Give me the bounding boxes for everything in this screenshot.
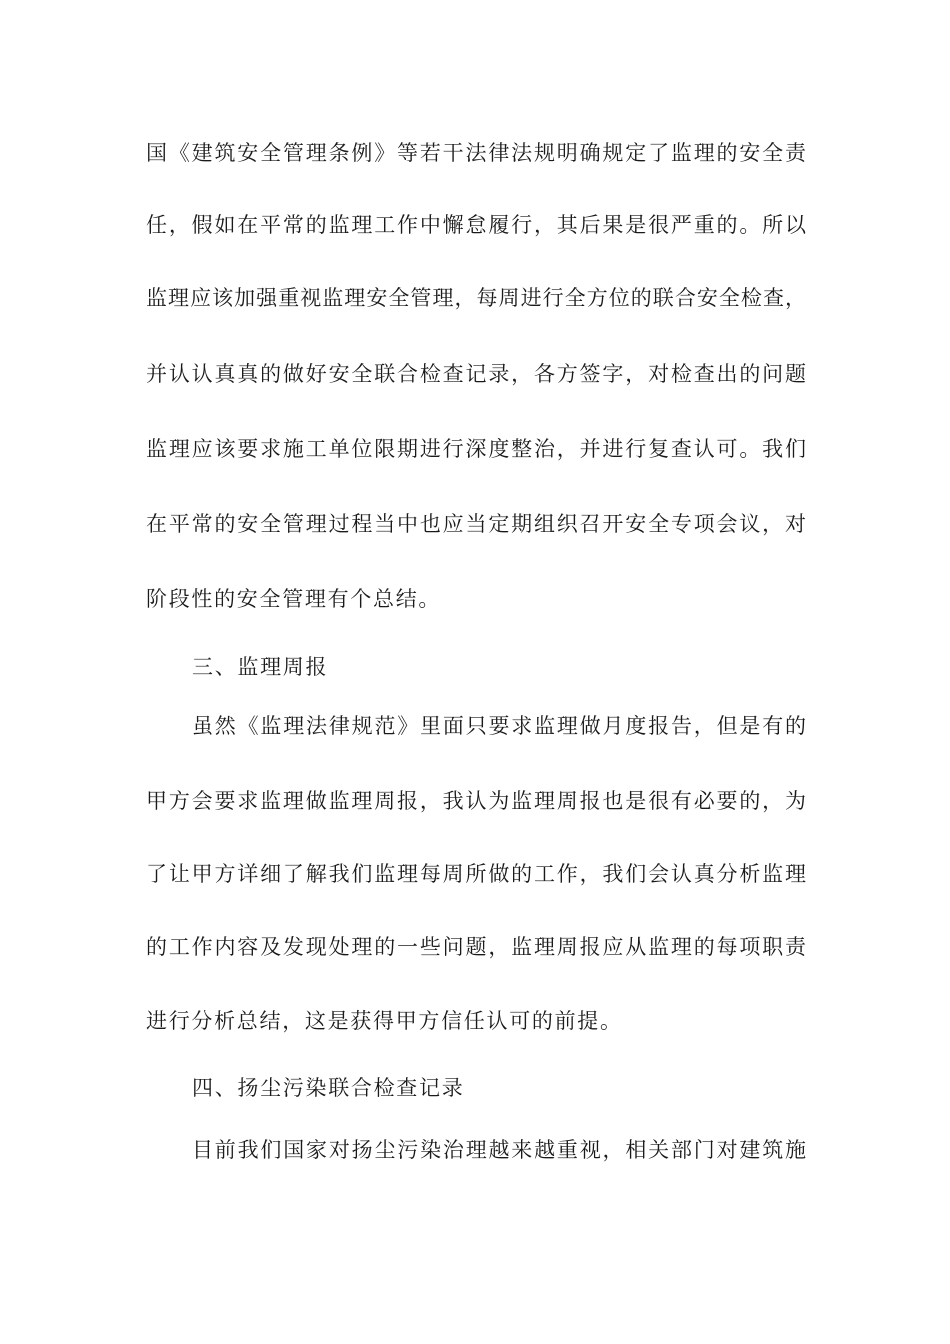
body-line: 了让甲方详细了解我们监理每周所做的工作，我们会认真分析监理 [146,862,806,886]
section-heading: 三、监理周报 [192,655,329,679]
body-line: 虽然《监理法律规范》里面只要求监理做月度报告，但是有的 [192,714,806,738]
body-line: 监理应该要求施工单位限期进行深度整治，并进行复查认可。我们 [146,437,806,461]
body-line: 甲方会要求监理做监理周报，我认为监理周报也是很有必要的，为 [146,789,806,813]
body-line: 阶段性的安全管理有个总结。 [146,587,442,611]
body-line: 在平常的安全管理过程当中也应当定期组织召开安全专项会议，对 [146,512,806,536]
body-line: 并认认真真的做好安全联合检查记录，各方签字，对检查出的问题 [146,362,806,386]
body-line: 进行分析总结，这是获得甲方信任认可的前提。 [146,1009,623,1033]
body-line: 目前我们国家对扬尘污染治理越来越重视，相关部门对建筑施 [192,1138,806,1162]
body-line: 国《建筑安全管理条例》等若干法律法规明确规定了监理的安全责 [146,141,806,165]
body-line: 的工作内容及发现处理的一些问题，监理周报应从监理的每项职责 [146,935,806,959]
body-line: 任，假如在平常的监理工作中懈怠履行，其后果是很严重的。所以 [146,213,806,237]
body-line: 监理应该加强重视监理安全管理，每周进行全方位的联合安全检查， [146,286,806,310]
section-heading: 四、扬尘污染联合检查记录 [192,1076,465,1100]
